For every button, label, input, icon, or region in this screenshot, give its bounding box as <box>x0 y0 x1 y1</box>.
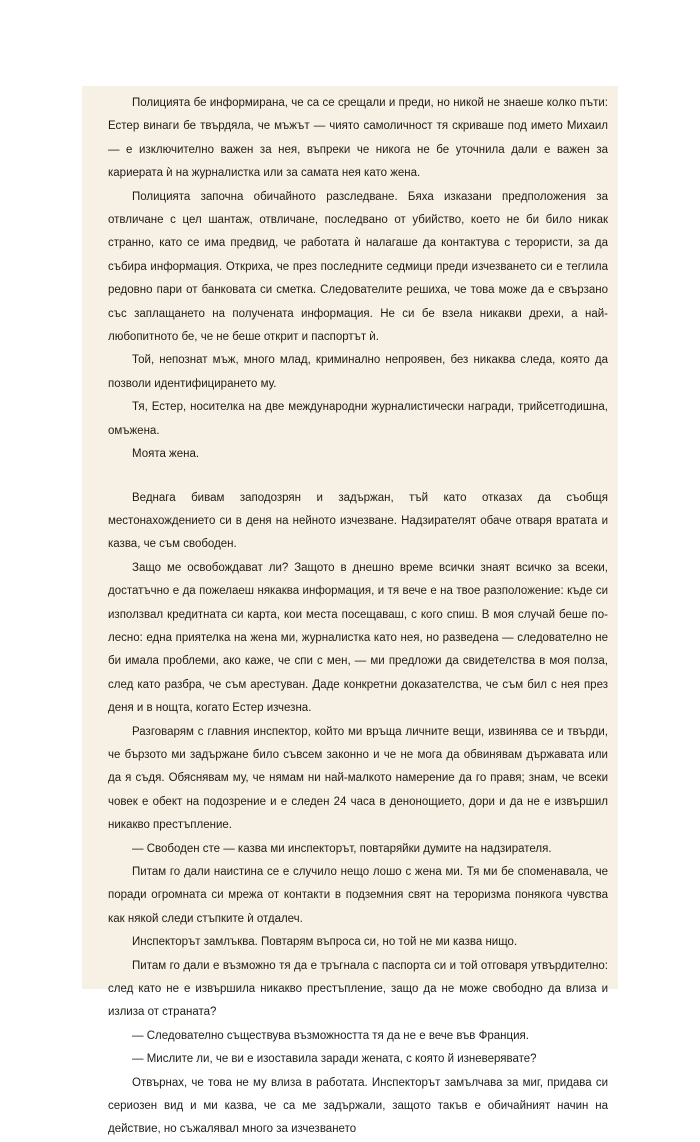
paragraph: — Свободен сте — казва ми инспекторът, повтаряйки думите на надзирателя. <box>132 842 552 855</box>
paragraph: Той, непознат мъж, много млад, криминално непроявен, без никаква следа, която да позволи идентифицирането му. <box>108 354 608 390</box>
paragraph: Разговарям с главния инспектор, който ми връща личните вещи, извинява се и твърди, че бързото ми задържане било съвсем законно и че не мога да обвинявам държавата или да я съдя. Обяснявам му, че нямам ни най-малкото намерение да го правя; знам, че всеки човек е обект на подозрение и е следен 24 часа в денонощието, дори и да не е извършил никакво престъпление. <box>108 725 608 832</box>
paragraph: Отвърнах, че това не му влиза в работата. Инспекторът замълчава за миг, придава си сериозен вид и ми казва, че са ме задържали, защото такъв е обичайният начин на действие, но съжалявал много за изчезването <box>108 1076 608 1136</box>
paragraph: Защо ме освобождават ли? Защото в днешно време всички знаят всичко за всеки, достатъчно е да пожелаеш някаква информация, и тя вече е на твое разположение: къде си използвал кредитната си карта, кои места посещаваш, с кого спиш. В моя случай беше по-лесно: една приятелка на жена ми, журналистка като нея, но разведена — следователно не би имала проблеми, ако каже, че спи с мен, — ми предложи да свидетелства в моя полза, след като разбра, че съм арестуван. Даде конкретни доказателства, че съм бил с нея през деня и в нощта, когато Естер изчезна. <box>108 561 608 715</box>
document-text <box>108 92 608 1142</box>
paragraph: Веднага бивам заподозрян и задържан, тъй като отказах да съобщя местонахождението си в деня на нейното изчезване. Надзирателят обаче отваря вратата и казва, че съм свободен. <box>108 491 608 551</box>
paragraph: — Мислите ли, че ви е изоставила заради жената, с която й изневерявате? <box>132 1053 537 1066</box>
paragraph: Полицията бе информирана, че са се срещали и преди, но никой не знаеше колко пъти: Естер винаги бе твърдяла, че мъжът — чиято самоличност тя скриваше под името Михаил — е изключително важен за нея, въпреки че никога не бе уточнила дали е важен за кариерата ѝ на журналистка или за самата нея като жена. <box>108 97 608 180</box>
paragraph: Полицията започна обичайното разследване. Бяха изказани предположения за отвличане с цел шантаж, отвличане, последвано от убийство, което не би било никак странно, като се има предвид, че работата ѝ налагаше да контактува с терористи, за да събира информация. Откриха, че през последните седмици преди изчезването си е теглила редовно пари от банковата си сметка. Следователите решиха, че това може да е свързано със заплащането на получената информация. Не си бе взела никакви дрехи, а най-любопитното бе, че не беше открит и паспортът ѝ. <box>108 190 608 344</box>
paragraph: Питам го дали наистина се е случило нещо лошо с жена ми. Тя ми бе споменавала, че поради огромната си мрежа от контакти в подземния свят на тероризма понякога чувства как някой следи стъпките ѝ отдалеч. <box>108 866 608 925</box>
paragraph: Инспекторът замлъква. Повтарям въпроса си, но той не ми казва нищо. <box>132 936 518 949</box>
paragraph: Моята жена. <box>132 448 200 461</box>
paragraph: Тя, Естер, носителка на две международни журналистически награди, трийсетгодишна, омъжена. <box>108 401 608 437</box>
paragraph: Питам го дали е възможно тя да е тръгнала с паспорта си и той отговаря утвърдително: след като не е извършила никакво престъпление, защо да не може свободно да влиза и излиза от страната? <box>108 959 608 1019</box>
section-break <box>108 467 608 487</box>
paragraph: — Следователно съществува възможността тя да не е вече във Франция. <box>132 1029 529 1042</box>
